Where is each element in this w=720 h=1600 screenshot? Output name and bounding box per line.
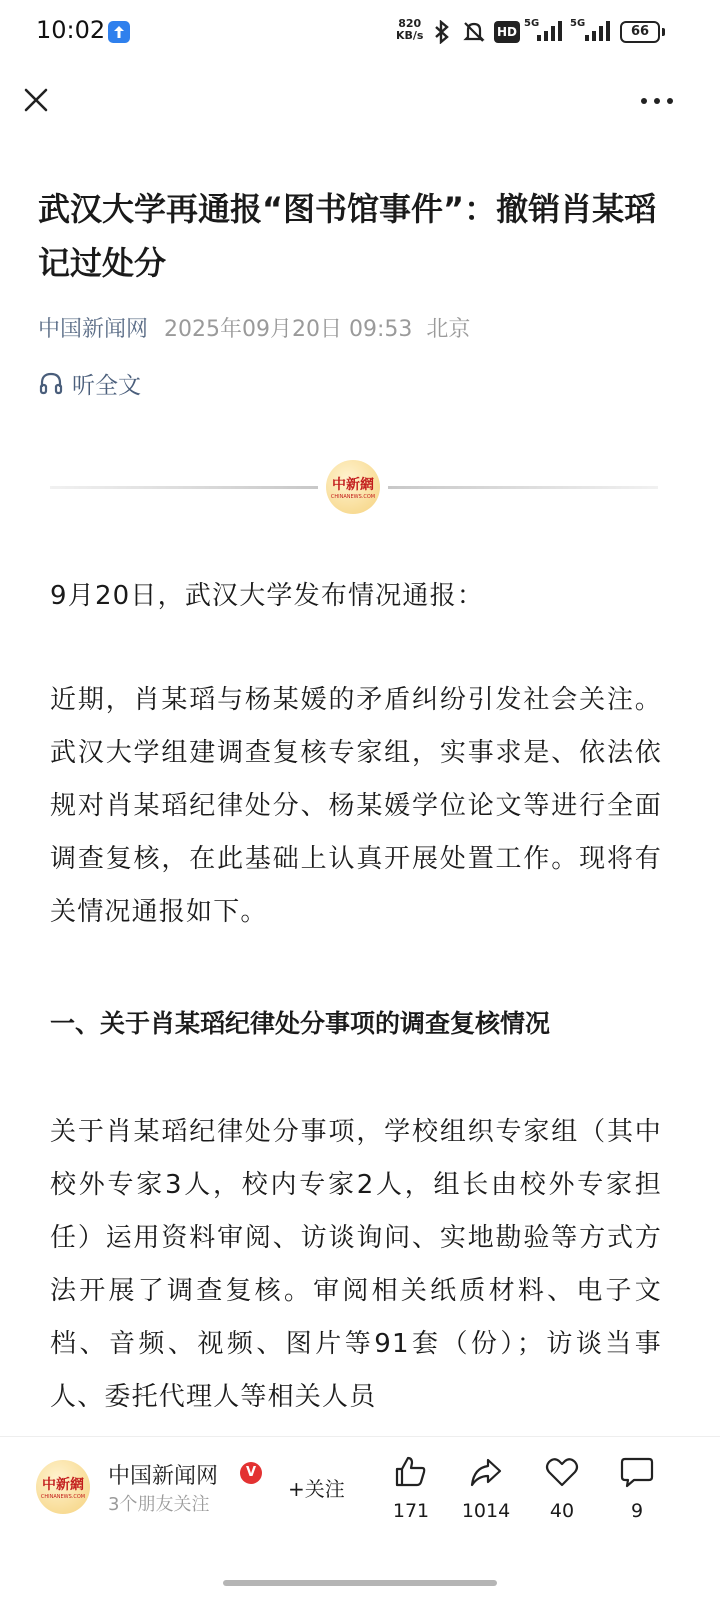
verified-badge: V <box>240 1462 262 1484</box>
like-button[interactable] <box>376 1454 446 1522</box>
like-count: 171 <box>392 1500 430 1522</box>
chinanews-logo-cn: 中新網 <box>332 477 374 493</box>
article-meta <box>38 312 470 343</box>
follow-button[interactable]: +关注 <box>288 1477 345 1501</box>
hd-voice-badge: HD <box>494 21 520 43</box>
signal-1-icon <box>536 20 564 46</box>
author-avatar[interactable] <box>36 1460 90 1514</box>
chinanews-logo <box>326 460 380 514</box>
mute-bell-icon <box>462 20 486 48</box>
favorite-icon <box>544 1454 580 1490</box>
network-speed-unit: KB/s <box>396 29 424 42</box>
chinanews-logo-en: CHINANEWS.COM <box>330 494 376 500</box>
favorite-button[interactable] <box>527 1454 597 1522</box>
listen-label: 听全文 <box>72 372 141 399</box>
article-date: 2025年09月20日 09:53 <box>164 317 413 342</box>
share-button[interactable] <box>451 1454 521 1522</box>
signal-1-type: 5G <box>524 18 540 29</box>
followers-text: 3个朋友关注 <box>108 1494 210 1515</box>
battery-tip <box>662 28 665 36</box>
close-button[interactable] <box>18 82 54 118</box>
comment-icon <box>619 1454 655 1490</box>
signal-2-type: 5G <box>570 18 586 29</box>
article-paragraph: 近期，肖某瑫与杨某媛的矛盾纠纷引发社会关注。武汉大学组建调查复核专家组，实事求是、依法依规对肖某瑫纪律处分、杨某媛学位论文等进行全面调查复核，在此基础上认真开展处置工作。现将有关情况通报如下。 <box>50 685 662 927</box>
section-heading: 一、关于肖某瑫纪律处分事项的调查复核情况 <box>50 1009 551 1038</box>
article-title: 武汉大学再通报“图书馆事件”：撤销肖某瑫记过处分 <box>38 190 657 282</box>
battery-indicator: 66 <box>620 21 660 43</box>
share-count: 1014 <box>461 1500 511 1522</box>
network-speed <box>396 18 423 42</box>
divider-line-right <box>388 486 658 489</box>
close-icon <box>18 82 54 118</box>
status-bar <box>0 0 720 66</box>
article-source[interactable]: 中国新闻网 <box>38 317 149 342</box>
bluetooth-icon <box>432 20 452 48</box>
home-indicator[interactable] <box>223 1580 497 1586</box>
article-paragraph: 关于肖某瑫纪律处分事项，学校组织专家组（其中校外专家3人，校内专家2人，组长由校外专家担任）运用资料审阅、访谈询问、实地勘验等方式方法开展了调查复核。审阅相关纸质材料、电子文档、音频、视频、图片等91套（份）；访谈当事人、委托代理人等相关人员 <box>50 1117 662 1412</box>
article-paragraph: 9月20日，武汉大学发布情况通报： <box>50 581 485 611</box>
like-icon <box>393 1454 429 1490</box>
more-options-button[interactable] <box>636 82 678 118</box>
share-icon <box>468 1454 504 1490</box>
comment-button[interactable] <box>602 1454 672 1522</box>
favorite-count: 40 <box>549 1500 575 1522</box>
headphones-icon <box>38 370 64 396</box>
more-icon <box>636 82 678 118</box>
author-name[interactable]: 中国新闻网 <box>108 1464 219 1489</box>
listen-full-text-button[interactable] <box>38 366 141 400</box>
comment-count: 9 <box>630 1500 644 1522</box>
divider-line-left <box>50 486 318 489</box>
status-time: 10:02 <box>36 16 106 44</box>
author-logo-cn: 中新網 <box>42 1477 84 1493</box>
network-speed-value: 820 <box>398 17 422 30</box>
article-location: 北京 <box>426 317 471 342</box>
signal-2-icon <box>584 20 612 46</box>
author-logo-en: CHINANEWS.COM <box>40 1494 86 1500</box>
upload-arrow-icon <box>108 21 130 43</box>
